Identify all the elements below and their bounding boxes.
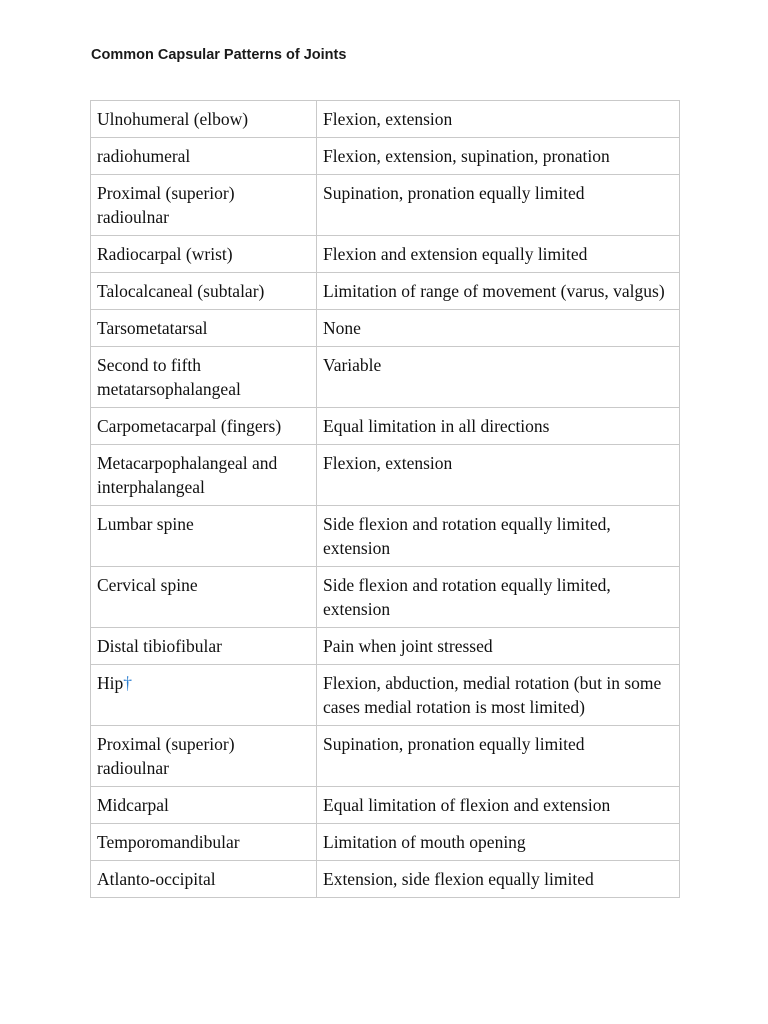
table-row	[91, 236, 680, 273]
table-row	[91, 567, 680, 628]
table-row	[91, 101, 680, 138]
joint-cell: Atlanto-occipital	[91, 861, 317, 898]
joint-cell	[91, 665, 317, 726]
joint-cell: Distal tibiofibular	[91, 628, 317, 665]
joint-cell: Second to fifth metatarsophalangeal	[91, 347, 317, 408]
pattern-cell: Flexion and extension equally limited	[317, 236, 680, 273]
joint-cell: Proximal (superior) radioulnar	[91, 726, 317, 787]
joint-cell: Proximal (superior) radioulnar	[91, 175, 317, 236]
table-row	[91, 408, 680, 445]
pattern-cell: Pain when joint stressed	[317, 628, 680, 665]
pattern-cell: Side flexion and rotation equally limited, extension	[317, 567, 680, 628]
table-row	[91, 138, 680, 175]
pattern-cell: Equal limitation of flexion and extension	[317, 787, 680, 824]
pattern-cell: Equal limitation in all directions	[317, 408, 680, 445]
capsular-patterns-table	[90, 100, 680, 898]
table-row	[91, 445, 680, 506]
joint-cell: Radiocarpal (wrist)	[91, 236, 317, 273]
table-row	[91, 787, 680, 824]
joint-name: Hip	[97, 673, 124, 693]
joint-cell: Cervical spine	[91, 567, 317, 628]
joint-cell: Talocalcaneal (subtalar)	[91, 273, 317, 310]
pattern-cell: Limitation of range of movement (varus, valgus)	[317, 273, 680, 310]
joint-cell: Temporomandibular	[91, 824, 317, 861]
table-row	[91, 665, 680, 726]
table-row	[91, 824, 680, 861]
pattern-cell: Side flexion and rotation equally limited, extension	[317, 506, 680, 567]
pattern-cell: Extension, side flexion equally limited	[317, 861, 680, 898]
table-row	[91, 273, 680, 310]
pattern-cell: Supination, pronation equally limited	[317, 726, 680, 787]
table-row	[91, 726, 680, 787]
joint-cell: radiohumeral	[91, 138, 317, 175]
table-row	[91, 628, 680, 665]
joint-cell: Carpometacarpal (fingers)	[91, 408, 317, 445]
pattern-cell: Supination, pronation equally limited	[317, 175, 680, 236]
joint-cell: Tarsometatarsal	[91, 310, 317, 347]
pattern-cell: Flexion, extension	[317, 445, 680, 506]
pattern-cell: Flexion, abduction, medial rotation (but in some cases medial rotation is most limited)	[317, 665, 680, 726]
page-title: Common Capsular Patterns of Joints	[91, 47, 347, 63]
pattern-cell: Flexion, extension, supination, pronation	[317, 138, 680, 175]
table-row	[91, 506, 680, 567]
table-row	[91, 310, 680, 347]
pattern-cell: Flexion, extension	[317, 101, 680, 138]
joint-cell: Metacarpophalangeal and interphalangeal	[91, 445, 317, 506]
table-row	[91, 861, 680, 898]
joint-cell: Ulnohumeral (elbow)	[91, 101, 317, 138]
joint-cell: Lumbar spine	[91, 506, 317, 567]
table-row	[91, 347, 680, 408]
pattern-cell: Variable	[317, 347, 680, 408]
dagger-footnote-link[interactable]: †	[123, 673, 132, 693]
pattern-cell: Limitation of mouth opening	[317, 824, 680, 861]
table-row	[91, 175, 680, 236]
pattern-cell: None	[317, 310, 680, 347]
joint-cell: Midcarpal	[91, 787, 317, 824]
